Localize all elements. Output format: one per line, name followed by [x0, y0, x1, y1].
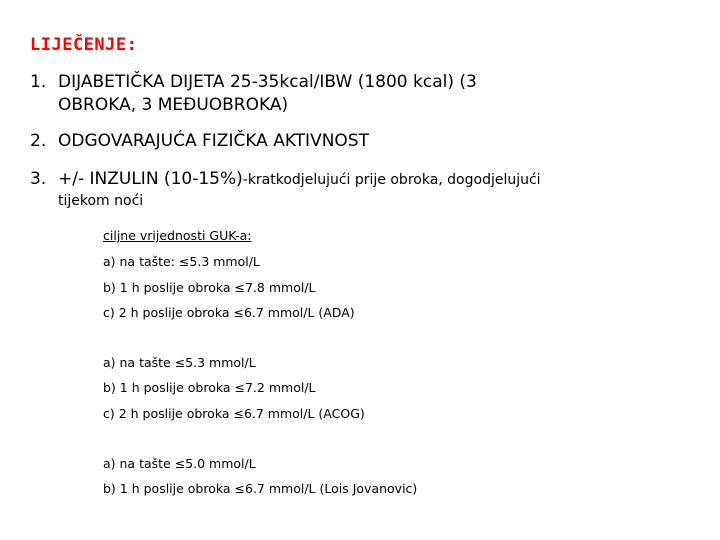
- item-text: ODGOVARAJUĆA FIZIČKA AKTIVNOST: [58, 131, 369, 151]
- target-line: a) na tašte ≤5.0 mmol/L: [103, 456, 256, 471]
- target-line: c) 2 h poslije obroka ≤6.7 mmol/L (ACOG): [103, 406, 365, 421]
- item-number: 1.: [30, 72, 47, 92]
- item-text-detail: -kratkodjelujući prije obroka, dogodjelujući: [242, 172, 541, 188]
- slide-heading: LIJEČENJE:: [30, 35, 138, 55]
- target-line: b) 1 h poslije obroka ≤7.8 mmol/L: [103, 280, 316, 295]
- list-item-activity: [30, 130, 369, 153]
- item-text-continuation: OBROKA, 3 MEĐUOBROKA): [58, 95, 289, 115]
- item-text-continuation: tijekom noći: [58, 193, 144, 209]
- item-text: DIJABETIČKA DIJETA 25-35kcal/IBW (1800 kcal) (3: [58, 72, 477, 92]
- target-line: b) 1 h poslije obroka ≤6.7 mmol/L (Lois Jovanovic): [103, 481, 418, 496]
- item-text: +/- INZULIN (10-15%): [58, 169, 243, 189]
- item-number: 3.: [30, 169, 47, 189]
- target-line: a) na tašte ≤5.3 mmol/L: [103, 355, 256, 370]
- target-line: a) na tašte: ≤5.3 mmol/L: [103, 254, 260, 269]
- item-number: 2.: [30, 131, 47, 151]
- list-item-diet: [30, 71, 477, 117]
- target-line: b) 1 h poslije obroka ≤7.2 mmol/L: [103, 380, 316, 395]
- targets-title: ciljne vrijednosti GUK-a:: [103, 228, 252, 243]
- list-item-insulin: [30, 168, 541, 210]
- target-line: c) 2 h poslije obroka ≤6.7 mmol/L (ADA): [103, 305, 355, 320]
